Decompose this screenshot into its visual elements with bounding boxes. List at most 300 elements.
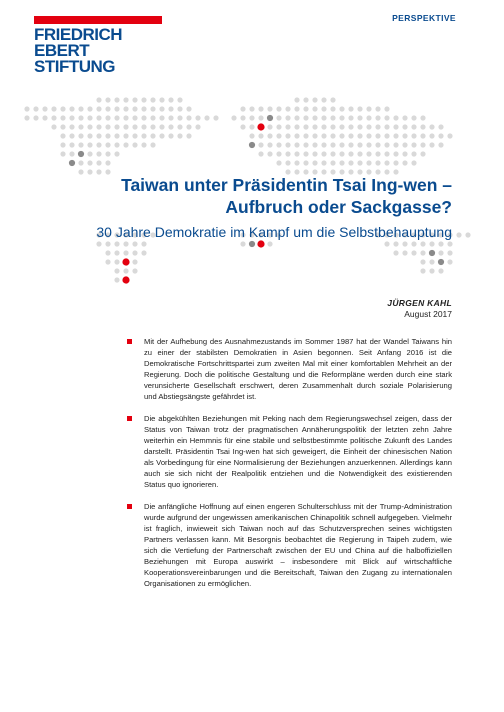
- map-dot: [438, 133, 443, 138]
- map-dot: [429, 133, 434, 138]
- map-dot: [258, 151, 263, 156]
- map-dot: [105, 160, 110, 165]
- map-dot-highlight: [122, 276, 129, 283]
- map-dot: [393, 250, 398, 255]
- map-dot: [429, 241, 434, 246]
- map-dot: [366, 151, 371, 156]
- logo-red-bar: [34, 16, 162, 24]
- map-dot: [87, 115, 92, 120]
- map-dot: [285, 160, 290, 165]
- map-dot: [132, 124, 137, 129]
- summary-bullets: [127, 336, 452, 600]
- fes-logo: [34, 16, 164, 75]
- map-dot: [105, 97, 110, 102]
- map-dot: [78, 106, 83, 111]
- map-dot: [267, 142, 272, 147]
- map-dot: [87, 151, 92, 156]
- map-dot: [123, 133, 128, 138]
- map-dot: [150, 106, 155, 111]
- map-dot: [96, 124, 101, 129]
- map-dot: [33, 115, 38, 120]
- map-dot: [258, 133, 263, 138]
- map-dot: [195, 115, 200, 120]
- bullet-square-icon: [127, 504, 132, 509]
- map-dot: [105, 124, 110, 129]
- map-dot: [375, 106, 380, 111]
- map-dot: [330, 160, 335, 165]
- map-dot: [375, 142, 380, 147]
- map-dot: [114, 133, 119, 138]
- map-dot: [294, 124, 299, 129]
- map-dot: [393, 115, 398, 120]
- logo-line-2: EBERT: [34, 41, 90, 60]
- map-dot: [312, 151, 317, 156]
- map-dot: [105, 169, 110, 174]
- map-dot: [141, 106, 146, 111]
- map-dot: [114, 124, 119, 129]
- map-dot: [312, 115, 317, 120]
- map-dot: [78, 160, 83, 165]
- map-dot: [69, 151, 74, 156]
- map-dot: [114, 259, 119, 264]
- map-dot: [294, 106, 299, 111]
- map-dot: [123, 115, 128, 120]
- map-dot: [348, 142, 353, 147]
- map-dot: [123, 97, 128, 102]
- logo-line-1: FRIEDRICH: [34, 25, 123, 44]
- map-dot: [96, 97, 101, 102]
- map-dot: [87, 124, 92, 129]
- map-dot: [384, 133, 389, 138]
- map-dot: [105, 259, 110, 264]
- map-dot: [384, 142, 389, 147]
- map-dot: [357, 115, 362, 120]
- summary-bullet: [127, 336, 452, 402]
- map-dot: [384, 124, 389, 129]
- map-dot: [438, 250, 443, 255]
- summary-bullet: [127, 501, 452, 589]
- map-dot: [321, 115, 326, 120]
- map-dot: [177, 133, 182, 138]
- map-dot: [321, 124, 326, 129]
- map-dot: [78, 115, 83, 120]
- bullet-square-icon: [127, 416, 132, 421]
- map-dot: [303, 115, 308, 120]
- map-dot: [321, 106, 326, 111]
- map-dot: [177, 97, 182, 102]
- map-dot: [411, 250, 416, 255]
- category-label: PERSPEKTIVE: [392, 13, 456, 23]
- map-dot: [159, 97, 164, 102]
- map-dot: [132, 142, 137, 147]
- map-dot: [267, 133, 272, 138]
- map-dot: [348, 115, 353, 120]
- map-dot: [411, 133, 416, 138]
- map-dot: [348, 160, 353, 165]
- map-dot: [69, 115, 74, 120]
- map-dot: [321, 142, 326, 147]
- map-dot: [330, 106, 335, 111]
- map-dot: [105, 115, 110, 120]
- map-dot: [429, 268, 434, 273]
- map-dot: [393, 142, 398, 147]
- map-dot: [96, 115, 101, 120]
- map-dot: [294, 133, 299, 138]
- map-dot: [249, 106, 254, 111]
- summary-bullet: [127, 413, 452, 490]
- map-dot: [429, 124, 434, 129]
- map-dot: [384, 160, 389, 165]
- map-dot: [303, 124, 308, 129]
- map-dot: [258, 115, 263, 120]
- map-dot: [60, 124, 65, 129]
- map-dot: [60, 115, 65, 120]
- map-dot: [114, 277, 119, 282]
- map-dot: [51, 106, 56, 111]
- map-dot: [87, 106, 92, 111]
- map-dot: [303, 142, 308, 147]
- map-dot: [420, 115, 425, 120]
- map-dot: [42, 115, 47, 120]
- map-dot: [96, 160, 101, 165]
- map-dot: [312, 160, 317, 165]
- map-dot: [294, 115, 299, 120]
- map-dot: [123, 142, 128, 147]
- map-dot: [96, 169, 101, 174]
- map-dot: [60, 133, 65, 138]
- map-dot: [96, 241, 101, 246]
- map-dot: [105, 133, 110, 138]
- author-name: JÜRGEN KAHL: [387, 298, 452, 308]
- map-dot: [69, 142, 74, 147]
- map-dot: [24, 106, 29, 111]
- map-dot: [330, 115, 335, 120]
- map-dot: [375, 133, 380, 138]
- map-dot: [276, 133, 281, 138]
- map-dot: [249, 124, 254, 129]
- map-dot: [114, 97, 119, 102]
- map-dot: [132, 268, 137, 273]
- map-dot: [69, 160, 75, 166]
- map-dot: [411, 115, 416, 120]
- map-dot: [402, 250, 407, 255]
- map-dot: [348, 151, 353, 156]
- map-dot: [456, 232, 461, 237]
- map-dot: [357, 160, 362, 165]
- map-dot: [240, 241, 245, 246]
- map-dot: [60, 142, 65, 147]
- map-dot: [366, 160, 371, 165]
- map-dot: [330, 124, 335, 129]
- map-dot: [141, 250, 146, 255]
- map-dot: [402, 160, 407, 165]
- map-dot: [321, 97, 326, 102]
- map-dot: [447, 241, 452, 246]
- map-dot: [393, 133, 398, 138]
- map-dot: [438, 268, 443, 273]
- map-dot: [33, 106, 38, 111]
- map-dot: [78, 169, 83, 174]
- map-dot: [150, 97, 155, 102]
- map-dot: [168, 133, 173, 138]
- map-dot: [123, 124, 128, 129]
- map-dot: [132, 241, 137, 246]
- map-dot: [42, 106, 47, 111]
- map-dot: [348, 133, 353, 138]
- map-dot: [249, 115, 254, 120]
- bullet-square-icon: [127, 339, 132, 344]
- map-dot: [366, 142, 371, 147]
- map-dot: [375, 151, 380, 156]
- map-dot: [438, 259, 444, 265]
- map-dot: [177, 124, 182, 129]
- map-dot: [402, 151, 407, 156]
- map-dot: [339, 142, 344, 147]
- map-dot: [429, 142, 434, 147]
- map-dot: [393, 124, 398, 129]
- map-dot: [24, 115, 29, 120]
- map-dot: [402, 142, 407, 147]
- map-dot: [159, 115, 164, 120]
- map-dot: [96, 142, 101, 147]
- map-dot: [411, 151, 416, 156]
- map-dot: [321, 151, 326, 156]
- map-dot: [303, 151, 308, 156]
- map-dot: [141, 133, 146, 138]
- map-dot: [168, 124, 173, 129]
- author-block: [387, 298, 452, 320]
- map-dot: [276, 151, 281, 156]
- map-dot: [321, 133, 326, 138]
- map-dot: [393, 160, 398, 165]
- map-dot: [267, 106, 272, 111]
- map-dot: [303, 106, 308, 111]
- map-dot: [87, 160, 92, 165]
- map-dot: [123, 250, 128, 255]
- map-dot: [447, 259, 452, 264]
- map-dot: [168, 97, 173, 102]
- map-dot: [357, 124, 362, 129]
- map-dot: [411, 142, 416, 147]
- map-dot: [186, 115, 191, 120]
- map-dot: [267, 151, 272, 156]
- map-dot: [285, 133, 290, 138]
- page-subtitle: 30 Jahre Demokratie im Kampf um die Selbstbehauptung: [96, 224, 452, 240]
- map-dot: [303, 160, 308, 165]
- map-dot: [402, 115, 407, 120]
- map-dot: [321, 160, 326, 165]
- map-dot: [141, 97, 146, 102]
- map-dot: [105, 241, 110, 246]
- map-dot: [105, 106, 110, 111]
- map-dot: [132, 97, 137, 102]
- bullet-text: Mit der Aufhebung des Ausnahmezustands im Sommer 1987 hat der Wandel Taiwans hin zu einer der stabilsten Demokratien in Asien begonnen. Seit Anfang 2016 ist die Demokratische Fortschrittspartei zum zweiten Mal mit einer komfortablen Mehrheit an der Regierung. Doch die politische Gestaltung und die Reformpläne werden durch eine stark verunsicherte Gesellschaft erschwert, deren Zusammenhalt durch soziale Polarisierung und Abstiegsängste gefährdet ist.: [144, 337, 452, 401]
- map-dot: [114, 151, 119, 156]
- map-dot: [420, 268, 425, 273]
- map-dot: [141, 124, 146, 129]
- map-dot: [231, 115, 236, 120]
- map-dot: [303, 133, 308, 138]
- map-dot: [132, 133, 137, 138]
- map-dot: [249, 241, 255, 247]
- map-dot: [60, 106, 65, 111]
- map-dot: [348, 106, 353, 111]
- map-dot: [330, 133, 335, 138]
- map-dot: [114, 115, 119, 120]
- map-dot: [276, 106, 281, 111]
- map-dot: [339, 115, 344, 120]
- map-dot: [195, 124, 200, 129]
- logo-line-3: STIFTUNG: [34, 57, 115, 76]
- map-dot: [123, 268, 128, 273]
- map-dot: [123, 106, 128, 111]
- map-dot: [330, 151, 335, 156]
- map-dot: [159, 106, 164, 111]
- map-dot: [312, 97, 317, 102]
- map-dot: [105, 142, 110, 147]
- map-dot: [393, 241, 398, 246]
- map-dot: [429, 259, 434, 264]
- map-dot: [420, 151, 425, 156]
- map-dot: [357, 151, 362, 156]
- map-dot: [240, 106, 245, 111]
- map-dot: [294, 142, 299, 147]
- map-dot: [366, 124, 371, 129]
- map-dot: [366, 106, 371, 111]
- map-dot: [357, 142, 362, 147]
- map-dot: [87, 133, 92, 138]
- map-dot: [186, 133, 191, 138]
- map-dot: [96, 151, 101, 156]
- map-dot: [276, 142, 281, 147]
- map-dot: [87, 169, 92, 174]
- map-dot: [249, 142, 255, 148]
- map-dot: [69, 106, 74, 111]
- map-dot: [276, 124, 281, 129]
- title-line-2: Aufbruch oder Sackgasse?: [225, 197, 452, 217]
- map-dot: [114, 241, 119, 246]
- map-dot: [285, 115, 290, 120]
- map-dot: [366, 133, 371, 138]
- map-dot: [96, 133, 101, 138]
- bullet-text: Die anfängliche Hoffnung auf einen engeren Schulterschluss mit der Trump-Administration wurde aufgrund der ungewissen amerikanischen Chinapolitik schnell aufgegeben. Vielmehr ist fraglich, inwieweit sich Taiwan noch auf das Schutzversprechen seines wichtigsten Partners verlassen kann. Mit Besorgnis beobachtet die Regierung in Taipeh zudem, wie sich die Vertiefung der Partnerschaft zwischen der EU und China auf die halboffiziellen Beziehungen mit Europa auswirkt – insbesondere mit Blick auf wirtschaftliche Kooperationsvereinbarungen und die Bereitschaft, Taiwan den Zugang zu internationalen Organisationen zu ermöglichen.: [144, 502, 452, 588]
- map-dot: [150, 133, 155, 138]
- map-dot: [51, 115, 56, 120]
- map-dot: [303, 97, 308, 102]
- map-dot: [114, 250, 119, 255]
- map-dot: [249, 133, 254, 138]
- map-dot: [465, 232, 470, 237]
- map-dot: [375, 160, 380, 165]
- map-dot: [114, 142, 119, 147]
- map-dot: [78, 133, 83, 138]
- map-dot: [141, 142, 146, 147]
- map-dot: [438, 142, 443, 147]
- map-dot: [357, 106, 362, 111]
- map-dot: [69, 124, 74, 129]
- map-dot: [141, 241, 146, 246]
- map-dot: [267, 241, 272, 246]
- map-dot: [420, 142, 425, 147]
- map-dot: [411, 241, 416, 246]
- map-dot: [447, 250, 452, 255]
- map-dot: [366, 115, 371, 120]
- map-dot: [96, 106, 101, 111]
- map-dot: [114, 268, 119, 273]
- map-dot: [87, 142, 92, 147]
- map-dot: [159, 133, 164, 138]
- map-dot: [312, 142, 317, 147]
- map-dot: [60, 151, 65, 156]
- map-dot: [123, 241, 128, 246]
- map-dot: [375, 124, 380, 129]
- map-dot: [186, 106, 191, 111]
- map-dot: [294, 97, 299, 102]
- map-dot: [114, 106, 119, 111]
- map-dot: [348, 124, 353, 129]
- map-dot: [420, 133, 425, 138]
- map-dot: [186, 124, 191, 129]
- map-dot: [375, 115, 380, 120]
- map-dot: [312, 133, 317, 138]
- map-dot: [294, 160, 299, 165]
- map-dot: [402, 241, 407, 246]
- map-dot: [384, 241, 389, 246]
- map-dot-highlight: [257, 123, 264, 130]
- map-dot: [384, 151, 389, 156]
- map-dot: [150, 115, 155, 120]
- map-dot: [420, 250, 425, 255]
- map-dot-highlight: [122, 258, 129, 265]
- map-dot: [168, 106, 173, 111]
- map-dot: [240, 115, 245, 120]
- map-dot: [285, 106, 290, 111]
- map-dot: [294, 151, 299, 156]
- publication-date: August 2017: [404, 309, 452, 319]
- map-dot: [132, 250, 137, 255]
- map-dot: [177, 106, 182, 111]
- title-line-1: Taiwan unter Präsidentin Tsai Ing-wen –: [121, 175, 452, 195]
- map-dot: [438, 241, 443, 246]
- map-dot: [267, 115, 273, 121]
- map-dot: [312, 124, 317, 129]
- map-dot: [177, 115, 182, 120]
- map-dot: [420, 124, 425, 129]
- map-dot: [159, 124, 164, 129]
- map-dot: [213, 115, 218, 120]
- page-title: [121, 174, 452, 218]
- map-dot: [105, 250, 110, 255]
- map-dot: [447, 133, 452, 138]
- map-dot: [285, 124, 290, 129]
- map-dot: [384, 106, 389, 111]
- map-dot: [411, 160, 416, 165]
- map-dot: [357, 133, 362, 138]
- map-dot: [411, 124, 416, 129]
- map-dot: [51, 124, 56, 129]
- map-dot: [267, 124, 272, 129]
- map-dot: [384, 115, 389, 120]
- map-dot: [402, 133, 407, 138]
- map-dot: [285, 151, 290, 156]
- map-dot: [285, 142, 290, 147]
- map-dot: [339, 124, 344, 129]
- map-dot: [330, 142, 335, 147]
- map-dot-highlight: [257, 240, 264, 247]
- map-dot: [204, 115, 209, 120]
- map-dot: [420, 259, 425, 264]
- map-dot: [330, 97, 335, 102]
